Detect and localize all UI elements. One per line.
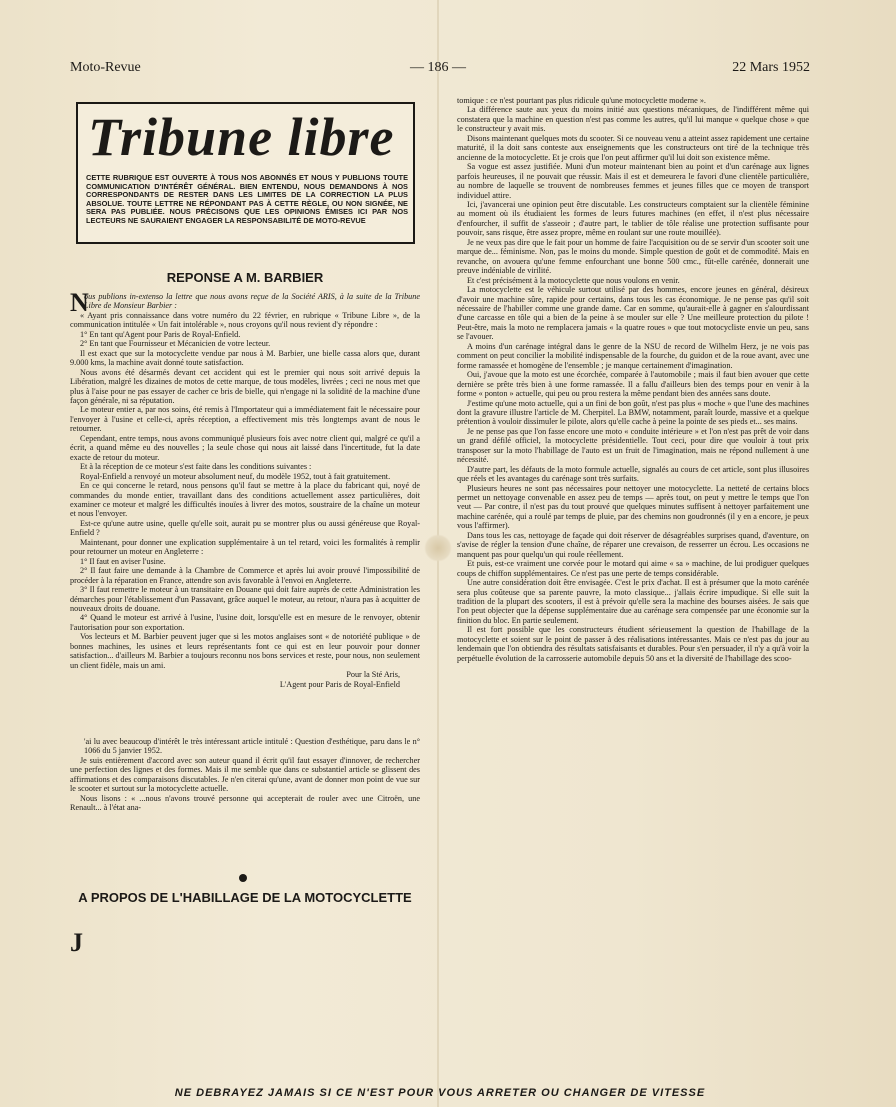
paragraph: 1° Il faut en aviser l'usine.	[80, 556, 166, 566]
paragraph: Plusieurs heures ne sont pas nécessaires pour nettoyer une motocyclette. La netteté de certains blocs permet un nettoyage convenable en assez peu de temps — après tout, on peut y mettre le temps que l'on veut — Par contre, il n'est pas du tout prouvé que quelques minutes suffisent à nettoyer parfaitement une machine carénée, qui a roulé par temps de pluie, par des chemins non goudronnés (il y en a encore, je peux vous l'affirmer).	[457, 483, 809, 531]
paragraph: 4° Quand le moteur est arrivé à l'usine, l'usine doit, lorsqu'elle est en mesure de le renvoyer, obtenir l'autorisation pour son exportation.	[70, 613, 420, 632]
paragraph: La différence saute aux yeux du moins initié aux questions mécaniques, de l'indifférent même qui constatera que la machine en question n'est pas comme les autres, qu'il lui manque « quelque chose » que le constructeur y avait mis.	[457, 105, 809, 134]
article-intro: 'ai lu avec beaucoup d'intérêt le très intéressant article intitulé : Question d'esthétique, paru dans le n° 1066 du 5 janvier 1952.	[84, 737, 420, 756]
article-body	[70, 756, 420, 813]
separator-dot	[239, 874, 247, 882]
footer-slogan: NE DEBRAYEZ JAMAIS SI CE N'EST POUR VOUS ARRETER OU CHANGER DE VITESSE	[174, 1087, 706, 1099]
section-notice: CETTE RUBRIQUE EST OUVERTE À TOUS NOS ABONNÉS ET NOUS Y PUBLIONS TOUTE COMMUNICATION D'INTÉRÊT GÉNÉRAL. BIEN ENTENDU, NOUS DEMANDONS À NOS CORRESPONDANTS DE RESTER DANS LES LIMITES DE LA CORRECTION LA PLUS ABSOLUE. TOUTE LETTRE NE RÉPONDANT PAS À CETTE RÈGLE, OU NON SIGNÉE, NE SERA PAS PUBLIÉE. NOUS PRÉCISONS QUE LES OPINIONS ÉMISES ICI PAR NOS LECTEURS NE SAURAIENT ENGAGER LA RESPONSABILITÉ DE MOTO-REVUE	[86, 173, 408, 225]
issue-date: 22 Mars 1952	[732, 60, 810, 75]
paragraph: Je suis entièrement d'accord avec son auteur quand il écrit qu'il faut essayer d'innover, de rechercher une perfection des lignes et des formes. Mais il me semble que dans ce substantiel article se glissent des affirmations et des comparaisons discutables. Je n'en citerai qu'une, avant de donner mon point de vue sur le scooter et surtout sur la motocyclette actuelle.	[70, 755, 420, 794]
article-title: A PROPOS DE L'HABILLAGE DE LA MOTOCYCLETTE	[78, 890, 412, 905]
drop-cap: N	[70, 288, 89, 317]
paragraph: Et c'est précisément à la motocyclette que nous voulons en venir.	[467, 275, 680, 285]
paragraph: Le moteur entier a, par nos soins, été remis à l'Importateur qui a immédiatement fait le nécessaire pour l'envoyer à l'usine et celle-ci, après réception, a effectivement mis très longtemps avant de nous le retourner.	[70, 405, 420, 434]
left-column	[70, 288, 420, 813]
paragraph: Dans tous les cas, nettoyage de façade qui doit réserver de désagréables surprises quand, d'aventure, on s'avise de régler la tension d'une chaîne, de réparer une crevaison, de resserrer un écrou. Les occasions ne manquent pas pour quelqu'un qui roule réellement.	[457, 530, 809, 559]
paragraph: Il est exact que sur la motocyclette vendue par nous à M. Barbier, une bielle cassa alors que, durant 9.000 kms, la machine avait donné toute satisfaction.	[70, 348, 420, 368]
paragraph: Il est fort possible que les constructeurs étudient sérieusement la question de l'habillage de la motocyclette et soient sur le point de passer à des réalisations intéressantes. Mais ce n'est pas du jour au lendemain que l'on obtiendra des résultats satisfaisants et durables. Pour s'en persuader, il n'y a qu'à voir la perpétuelle évolution de la carrosserie automobile depuis 50 ans et la diversité de l'habillage des scoo-	[457, 625, 809, 663]
article-intro: ous publions in-extenso la lettre que nous avons reçue de la Société ARIS, à la suite de la Tribune Libre de Monsieur Barbier :	[84, 292, 420, 311]
paragraph: Cependant, entre temps, nous avons communiqué plusieurs fois avec notre client qui, malgré ce qu'il a écrit, a quand même eu des nouvelles ; la seule chose qui nous ait laissé dans l'incertitude, fut la date exacte de retour du moteur.	[70, 433, 420, 462]
paragraph: Nous lisons : « ...nous n'avons trouvé personne qui accepterait de rouler avec une Citroën, une Renault... à l'état ana-	[70, 793, 420, 813]
paragraph: 1° En tant qu'Agent pour Paris de Royal-Enfield.	[80, 329, 241, 339]
paragraph: Ici, j'avancerai une opinion peut être discutable. Les constructeurs comptaient sur la clientèle féminine au moment où ils étudiaient les formes de leurs futures machines (en effet, il n'est plus nécessaire d'enfourcher, il suffit de s'asseoir ; d'autre part, le tablier de tôle réalise une protection suffisante pour pouvoir, sans risque, être assez propre, même en roulant sur une route mouillée).	[457, 199, 809, 238]
paragraph: 2° Il faut faire une demande à la Chambre de Commerce et après lui avoir prouvé l'impossibilité de procéder à la réparation en France, attendre son avis favorable à l'envoi en Angleterre.	[70, 566, 420, 585]
drop-cap: J	[70, 928, 83, 957]
signature-line: L'Agent pour Paris de Royal-Enfield	[279, 679, 400, 689]
paragraph: A moins d'un carénage intégral dans le genre de la NSU de record de Wilhelm Herz, je ne vois pas comment on peut concilier la mobilité indispensable de la fourche, du guidon et de la roue avant, avec une forme ramassée et homogène de l'ensemble ; je manque certainement d'imagination.	[457, 341, 809, 370]
paragraph: Et puis, est-ce vraiment une corvée pour le motard qui aime « sa » machine, de lui prodiguer quelques coups de chiffon supplémentaires. Ce n'est pas une perte de temps considérable.	[457, 559, 809, 578]
page-number: — 186 —	[410, 60, 466, 75]
paragraph: Nous avons été désarmés devant cet accident qui est le premier qui nous soit arrivé depuis la Libération, malgré les dizaines de motos de cette marque, de tous modèles, livrées ; ceci ne nous met que plus à l'aise pour ne pas essayer de cacher ce bris de bielle, qui n'engage ni la solidité de la machine d'une façon générale, ni sa réputation.	[70, 367, 420, 405]
article-title: REPONSE A M. BARBIER	[166, 270, 324, 285]
paragraph: Royal-Enfield a renvoyé un moteur absolument neuf, du modèle 1952, tout à fait gratuitement.	[80, 471, 391, 481]
paragraph: Sa vogue est assez justifiée. Muni d'un moteur maintenant bien au point et d'un carénage aux lignes parfois heureuses, il ne pouvait que réussir. Mais il est et demeurera le favori d'une clientèle particulière, au nombre de laquelle se trouvent de nombreuses femmes et jeunes filles que ce moyen de transport individuel attire.	[457, 162, 809, 200]
paragraph: « Ayant pris connaissance dans votre numéro du 22 février, en rubrique « Tribune Libre », de la communication intitulée « Un fait intolérable », nous croyons qu'il nous revient d'y répondre :	[70, 310, 420, 330]
paragraph: Oui, j'avoue que la moto est une écorchée, comparée à l'automobile ; mais il faut bien avouer que cette dernière se prête très bien à une forme ramassée. Il a fallu d'ailleurs bien des temps pour en venir à la forme « ponton » actuelle, qui peu ou prou restera la même pendant bien des années sans doute.	[457, 370, 809, 399]
paragraph: Une autre considération doit être envisagée. C'est le prix d'achat. Il est à présumer que la moto carénée sera plus coûteuse que sa parente pauvre, la moto classique... j'allais écrire impudique. Si elle suit la tradition de la plupart des scooters, il est à prévoir qu'elle sera la machine des bourses aisées. Je sais que l'on peut objecter que la dépense supplémentaire due au carénage sera compensée par une économie sur la finition du bloc. En partie seulement.	[457, 578, 809, 625]
binding-hole	[424, 534, 452, 562]
publication-name: Moto-Revue	[70, 60, 141, 75]
running-header	[70, 60, 810, 78]
paragraph: Je ne pense pas que l'on fasse encore une moto « conduite intérieure » et l'on n'est pas prêt de voir dans un grand défilé officiel, la motocyclette présidentielle. Tout ceci, pour dire que vouloir à tout prix transposer sur la moto l'habillage de l'auto est un fruit de l'imagination, mais ne répond nullement à une nécessité.	[457, 426, 809, 465]
paragraph: J'estime qu'une moto actuelle, qui a un fini de bon goût, n'est pas plus « moche » que l'une des machines dont la gravure illustre l'article de M. Cherpitel. La BMW, notamment, paraît lourde, massive et a quelque prétention à vouloir dissimuler le pilote, alors qu'elle cache à peine la pointe de ses pieds et... ses mains.	[457, 398, 809, 427]
signature-line: Pour la Sté Aris,	[346, 670, 400, 680]
paragraph: Je ne veux pas dire que le fait pour un homme de faire l'acquisition ou de se servir d'un scooter soit une marque de... féminisme. Non, pas le moins du monde. Simple question de goût et de commodité. Mais en revanche, on avouera qu'une femme enfourchant une bonne 500 cmc., fût-elle carénée, donnerait une preuve indéniable de virilité.	[457, 237, 809, 276]
paragraph: tomique : ce n'est pourtant pas plus ridicule qu'une motocyclette moderne ».	[457, 96, 706, 105]
paragraph: D'autre part, les défauts de la moto formule actuelle, signalés au cours de cet article, sont plus illusoires que réels et les avantages du carénage sont très surfaits.	[457, 464, 809, 484]
paragraph: Vos lecteurs et M. Barbier peuvent juger que si les motos anglaises sont « de notoriété publique » de bonnes machines, les usines et leurs représentants font ce qui est en leur pouvoir pour donner satisfaction... d'ailleurs M. Barbier a toujours reconnu nos bons services et reste, pour nous, non seulement un client fidèle, mais un ami.	[70, 632, 420, 670]
paragraph: 3° Il faut remettre le moteur à un transitaire en Douane qui doit faire auprès de cette Administration les démarches pour l'établissement d'un Passavant, grâce auquel le moteur, au retour, n'aura pas à acquitter de nouveaux droits de douane.	[70, 585, 420, 613]
paragraph: Disons maintenant quelques mots du scooter. Si ce nouveau venu a atteint assez rapidement une certaine maturité, il la doit sans conteste aux enseignements que les constructeurs ont tiré de la technique très ancienne de la motocyclette. Et je crois que l'on peut affirmer qu'il lui doit son existence même.	[457, 133, 809, 162]
paragraph: Et à la réception de ce moteur s'est faite dans les conditions suivantes :	[80, 462, 312, 472]
paragraph: 2° En tant que Fournisseur et Mécanicien de votre lecteur.	[80, 339, 271, 349]
article-body	[70, 311, 420, 670]
paragraph: La motocyclette est le véhicule surtout utilisé par des hommes, encore jeunes en général, désireux d'avoir une machine sûre, rapide pour certains, dans tous les cas économique. Je ne pense pas qu'il soit nécessaire de l'habiller comme une grande dame. Car en somme, qu'aurait-elle à gagner en s'alourdissant d'une carcasse en tôle qui a bien de la peine à se mouler sur elle ? Une meilleure protection du pilote ! Peut-être, mais la moto ne remplacera jamais « la quatre roues » que tout motocycliste envie un peu, sans se l'avouer.	[457, 285, 809, 342]
section-title: Tribune libre	[88, 107, 395, 167]
paragraph: En ce qui concerne le retard, nous pensons qu'il faut se mettre à la place du fabricant qui, noyé de commandes du monde entier, travaillant dans des conditions actuellement assez particulières, doit examiner ce moteur et malgré les difficultés inouïes à livrer des motos, soustraire de la chaîne un moteur et nous l'envoyer.	[70, 481, 420, 519]
right-column	[457, 96, 809, 663]
tribune-libre-box	[76, 102, 415, 244]
paragraph: Maintenant, pour donner une explication supplémentaire à un tel retard, voici les formalités à remplir pour retourner un moteur en Angleterre :	[70, 537, 420, 557]
paragraph: Est-ce qu'une autre usine, quelle qu'elle soit, aurait pu se montrer plus ou aussi généreuse que Royal-Enfield ?	[70, 518, 420, 538]
